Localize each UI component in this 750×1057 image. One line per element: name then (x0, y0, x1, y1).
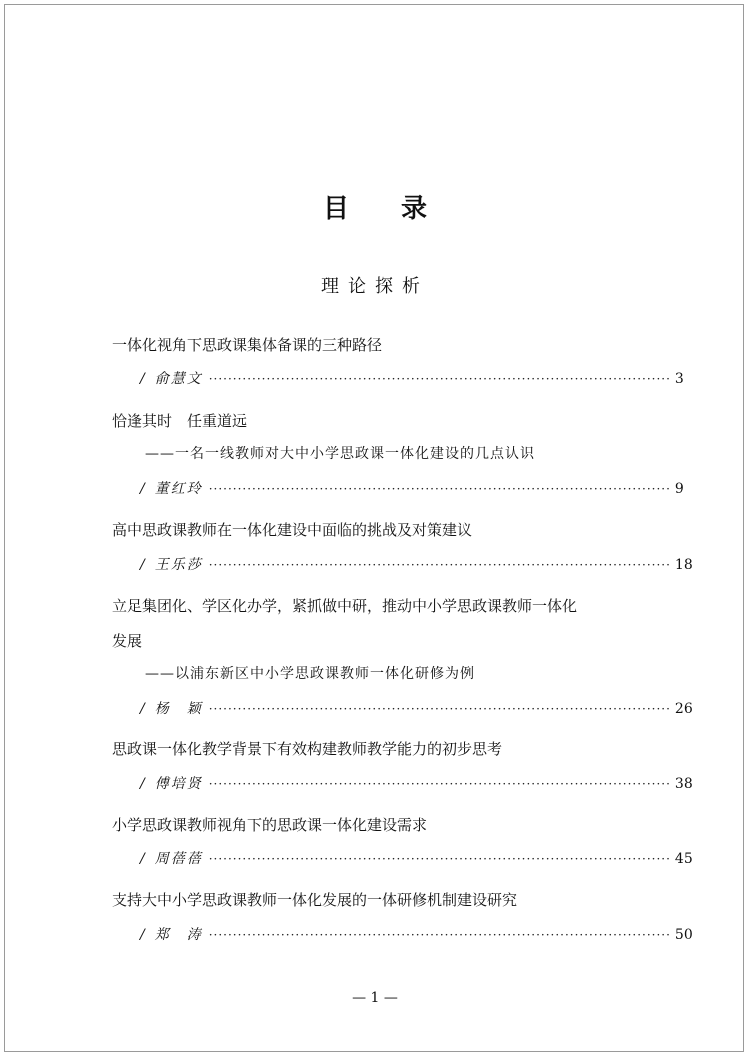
toc-author-line-4[interactable] (140, 699, 693, 719)
page-title (0, 188, 750, 225)
toc-author-line-1[interactable] (140, 369, 684, 389)
author-slash: / (140, 927, 145, 943)
toc-author-line-6[interactable] (140, 849, 693, 869)
toc-entry-title-3[interactable]: 高中思政课教师在一体化建设中面临的挑战及对策建议 (112, 521, 473, 539)
toc-page-3: 18 (674, 557, 693, 573)
toc-entry-title-7[interactable]: 支持大中小学思政课教师一体化发展的一体研修机制建设研究 (112, 891, 518, 909)
dot-leader: ································································································ (208, 928, 671, 942)
toc-author-line-7[interactable] (140, 925, 693, 945)
toc-author-5: 傅培贤 (154, 776, 203, 792)
toc-page-4: 26 (674, 701, 693, 717)
dot-leader: ································································································ (208, 852, 671, 866)
toc-author-3: 王乐莎 (154, 557, 203, 573)
toc-author-1: 俞慧文 (154, 371, 203, 387)
dot-leader: ································································································ (208, 482, 671, 496)
toc-page-2: 9 (674, 481, 684, 497)
author-slash: / (140, 557, 145, 573)
toc-author-4: 杨 颖 (154, 701, 203, 717)
author-slash: / (140, 776, 145, 792)
section-heading: 理论探析 (321, 276, 429, 297)
toc-entry-title-5[interactable]: 思政课一体化教学背景下有效构建教师教学能力的初步思考 (112, 740, 503, 758)
toc-page-7: 50 (674, 927, 693, 943)
dot-leader: ································································································ (208, 702, 671, 716)
toc-author-line-3[interactable] (140, 555, 693, 575)
toc-page-5: 38 (674, 776, 693, 792)
toc-entry-title-1[interactable]: 一体化视角下思政课集体备课的三种路径 (112, 336, 383, 354)
title-char-2: 录 (401, 194, 428, 224)
toc-author-2: 董红玲 (154, 481, 203, 497)
page-number-footer: — 1 — (352, 990, 398, 1006)
toc-entry-subtitle-4: ——以浦东新区中小学思政课教师一体化研修为例 (145, 666, 475, 682)
dot-leader: ································································································ (208, 777, 671, 791)
toc-author-line-2[interactable] (140, 479, 684, 499)
author-slash: / (140, 701, 145, 717)
toc-entry-title-2[interactable]: 恰逢其时 任重道远 (112, 412, 248, 430)
author-slash: / (140, 481, 145, 497)
toc-author-line-5[interactable] (140, 774, 693, 794)
title-char-1: 目 (322, 194, 349, 224)
toc-page-6: 45 (674, 851, 693, 867)
toc-entry-title-4b[interactable]: 发展 (112, 632, 143, 650)
toc-author-6: 周蓓蓓 (154, 851, 203, 867)
author-slash: / (140, 371, 145, 387)
toc-entry-title-4a[interactable]: 立足集团化、学区化办学，紧抓做中研，推动中小学思政课教师一体化 (112, 597, 578, 615)
author-slash: / (140, 851, 145, 867)
toc-entry-subtitle-2: ——一名一线教师对大中小学思政课一体化建设的几点认识 (145, 446, 535, 462)
toc-author-7: 郑 涛 (154, 927, 203, 943)
dot-leader: ································································································ (208, 372, 671, 386)
toc-entry-title-6[interactable]: 小学思政课教师视角下的思政课一体化建设需求 (112, 816, 428, 834)
dot-leader: ································································································ (208, 558, 671, 572)
toc-page-1: 3 (674, 371, 684, 387)
